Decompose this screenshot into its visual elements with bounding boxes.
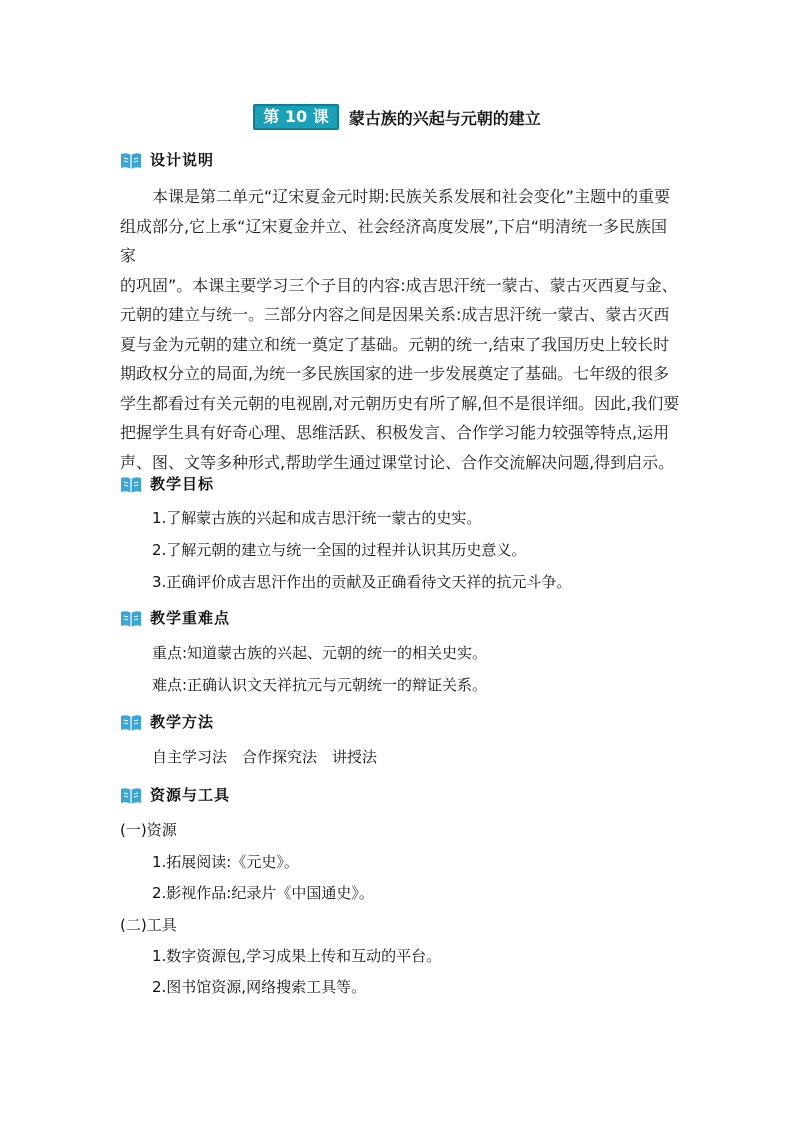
tools-group-label: (二)工具	[120, 916, 177, 934]
paragraph-line: 组成部分,它上承“辽宋夏金并立、社会经济高度发展”,下启“明清统一多民族国家	[120, 216, 668, 265]
tool-item: 1.数字资源包,学习成果上传和互动的平台。	[152, 947, 442, 965]
difficulty-item: 难点:正确认识文天祥抗元与元朝统一的辩证关系。	[152, 676, 488, 694]
section-label: 教学重难点	[150, 609, 231, 627]
lesson-title: 蒙古族的兴起与元朝的建立	[348, 108, 541, 128]
open-book-icon	[120, 712, 142, 732]
open-book-icon	[120, 785, 142, 805]
section-label: 教学目标	[150, 475, 215, 493]
methods-text: 自主学习法 合作探究法 讲授法	[152, 748, 378, 766]
paragraph-line: 元朝的建立与统一。三部分内容之间是因果关系:成吉思汗统一蒙古、蒙古灭西	[120, 305, 670, 324]
section-heading-methods	[120, 711, 214, 732]
tool-item: 2.图书馆资源,网络搜索工具等。	[152, 978, 367, 996]
section-heading-key-points	[120, 607, 230, 628]
open-book-icon	[120, 150, 142, 170]
section-label: 教学方法	[150, 713, 215, 731]
paragraph-line: 期政权分立的局面,为统一多民族国家的进一步发展奠定了基础。七年级的很多	[120, 364, 670, 383]
section-heading-design	[120, 149, 214, 170]
paragraph-line: 学生都看过有关元朝的电视剧,对元朝历史有所了解,但不是很详细。因此,我们要	[120, 393, 680, 413]
design-paragraph	[120, 182, 680, 477]
section-heading-goals	[120, 473, 214, 494]
paragraph-line: 把握学生具有好奇心理、思维活跃、积极发言、合作学习能力较强等特点,运用	[120, 423, 670, 442]
section-label: 设计说明	[150, 151, 215, 169]
paragraph-line: 本课是第二单元“辽宋夏金元时期:民族关系发展和社会变化”主题中的重要	[152, 187, 670, 206]
resource-item: 2.影视作品:纪录片《中国通史》。	[152, 884, 374, 902]
lesson-number-badge: 第 10 课	[253, 104, 338, 130]
paragraph-line: 声、图、文等多种形式,帮助学生通过课堂讨论、合作交流解决问题,得到启示。	[120, 452, 675, 472]
resource-item: 1.拓展阅读:《元史》。	[152, 853, 299, 871]
goal-item: 1.了解蒙古族的兴起和成吉思汗统一蒙古的史实。	[152, 509, 482, 527]
key-point-item: 重点:知道蒙古族的兴起、元朝的统一的相关史实。	[152, 644, 488, 662]
section-label: 资源与工具	[150, 786, 231, 804]
paragraph-line: 夏与金为元朝的建立和统一奠定了基础。元朝的统一,结束了我国历史上较长时	[120, 334, 670, 354]
goal-item: 3.正确评价成吉思汗作出的贡献及正确看待文天祥的抗元斗争。	[152, 573, 572, 591]
open-book-icon	[120, 474, 142, 494]
paragraph-line: 的巩固”。本课主要学习三个子目的内容:成吉思汗统一蒙古、蒙古灭西夏与金、	[120, 275, 678, 295]
lesson-title-row	[0, 104, 794, 130]
section-heading-resources	[120, 784, 230, 805]
resources-group-label: (一)资源	[120, 821, 177, 839]
open-book-icon	[120, 608, 142, 628]
goal-item: 2.了解元朝的建立与统一全国的过程并认识其历史意义。	[152, 541, 527, 559]
